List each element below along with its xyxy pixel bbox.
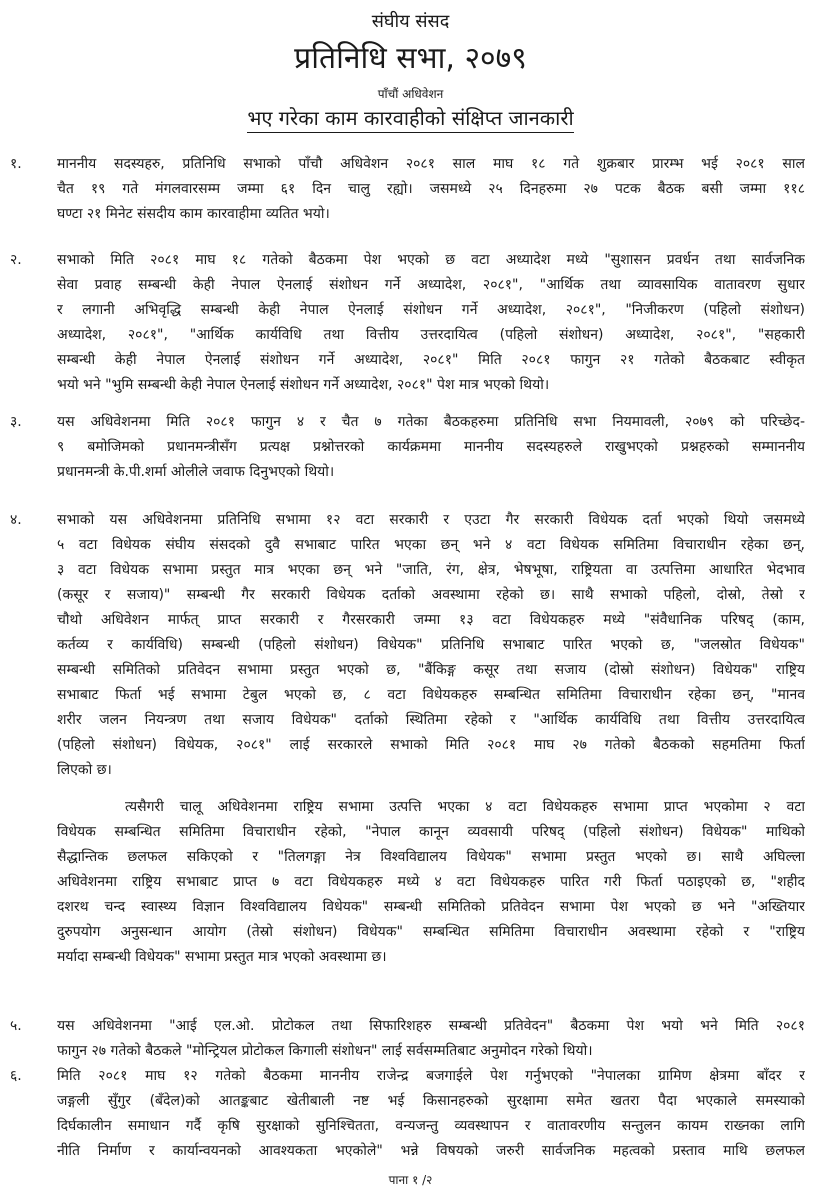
- text-line: लिएको छ।: [57, 762, 112, 778]
- item-text: [57, 508, 805, 783]
- document-subtitle: भए गरेका काम कारवाहीको संक्षिप्त जानकारी: [247, 104, 573, 133]
- text-line: घण्टा २१ मिनेट संसदीय काम कारवाहीमा व्यतित भयो।: [57, 206, 330, 222]
- text-line: कर्तव्य र कार्यविधि) सम्बन्धी (पहिलो संशोधन) विधेयक" प्रतिनिधि सभाबाट पारित भएको छ, "जलस्रोत विधेयक": [57, 637, 805, 653]
- item-text: [57, 795, 805, 970]
- text-line: मिति २०८१ माघ १२ गतेको बैठकमा माननीय राजेन्द्र बजगाईले पेश गर्नुभएको "नेपालका ग्रामिण क्षेत्रमा बाँदर र: [57, 1068, 805, 1084]
- text-line: यस अधिवेशनमा "आई एल.ओ. प्रोटोकल तथा सिफारिशहरु सम्बन्धी प्रतिवेदन" बैठकमा पेश भयो भने मिति २०८१: [57, 1018, 805, 1034]
- text-line: सम्बन्धी समितिको प्रतिवेदन सभामा प्रस्तुत भएको छ, "बैंकिङ्ग कसूर तथा सजाय (दोस्रो संशोधन) विधेयक" राष्ट्रिय: [57, 662, 805, 678]
- text-line: फागुन २७ गतेको बैठकले "मोन्ट्रियल प्रोटोकल किगाली संशोधन" लाई सर्वसम्मतिबाट अनुमोदन गरेको थियो।: [57, 1043, 593, 1059]
- item-text: [57, 410, 805, 485]
- text-line: अध्यादेश, २०८१", "आर्थिक कार्यविधि तथा वित्तीय उत्तरदायित्व (पहिलो संशोधन) अध्यादेश, २०८१", "सहकारी: [57, 327, 805, 343]
- text-line: दशरथ चन्द स्वास्थ्य विज्ञान विश्वविद्यालय विधेयक" सम्बन्धी समितिको प्रतिवेदन सभामा पेश भएको छ भने "अख्तियार: [57, 899, 805, 915]
- item-number: ५.: [10, 1018, 22, 1034]
- text-line: ३ वटा विधेयक सभामा प्रस्तुत मात्र भएका छन् भने "जाति, रंग, क्षेत्र, भेषभूषा, राष्ट्रियता वा उत्पत्तिमा आधारित भेदभाव: [57, 562, 805, 578]
- item-number: ४.: [10, 512, 22, 528]
- text-line: सैद्धान्तिक छलफल सकिएको र "तिलगङ्गा नेत्र विश्वविद्यालय विधेयक" सभामा प्रस्तुत भएको छ। साथै अघिल्ला: [57, 849, 805, 865]
- item-number: ३.: [10, 414, 22, 430]
- text-line: ९ बमोजिमको प्रधानमन्त्रीसँग प्रत्यक्ष प्रश्नोत्तरको कार्यक्रममा माननीय सदस्यहरुले राखुभएको प्रश्नहरुको सम्माननीय: [57, 439, 805, 455]
- text-line: सभाबाट फिर्ता भई सभामा टेबुल भएको छ, ८ वटा विधेयकहरु सम्बन्धित समितिमा विचाराधीन रहेका छन्, "मानव: [57, 687, 805, 703]
- text-line: विधेयक सम्बन्धित समितिमा विचाराधीन रहेको, "नेपाल कानून व्यवसायी परिषद् (पहिलो संशोधन) विधेयक" माथिको: [57, 824, 805, 840]
- item-text: [57, 1014, 805, 1064]
- text-line: त्यसैगरी चालू अधिवेशनमा राष्ट्रिय सभामा उत्पत्ति भएका ४ वटा विधेयकहरु सभामा प्राप्त भएकोमा २ वटा: [125, 799, 805, 815]
- text-line: सम्बन्धी केही नेपाल ऐनलाई संशोधन गर्ने अध्यादेश, २०८१" मिति २०८१ फागुन २१ गतेको बैठकबाट स्वीकृत: [57, 352, 805, 368]
- text-line: जङ्गली सुँगुर (बँदेल)को आतङ्कबाट खेतीबाली नष्ट भई किसानहरुको सुरक्षामा समेत खतरा पैदा भएकाले समस्याको: [57, 1093, 805, 1109]
- text-line: र लगानी अभिवृद्धि सम्बन्धी केही नेपाल ऐनलाई संशोधन गर्ने अध्यादेश, २०८१", "निजीकरण (पहिलो संशोधन): [57, 302, 805, 318]
- text-line: चौथो अधिवेशन मार्फत् प्राप्त सरकारी र गैरसरकारी जम्मा १३ वटा विधेयकहरु मध्ये "संवैधानिक परिषद् (काम,: [57, 612, 805, 628]
- text-line: चैत १९ गते मंगलवारसम्म जम्मा ६१ दिन चालु रह्यो। जसमध्ये २५ दिनहरुमा २७ पटक बैठक बसी जम्मा ११८: [57, 181, 805, 197]
- item-number: २.: [10, 252, 22, 268]
- document-subtitle-wrap: [0, 104, 821, 133]
- text-line: नीति निर्माण र कार्यान्वयनको आवश्यकता भएकोले" भन्ने विषयको जरुरी सार्वजनिक महत्वको प्रस्ताव माथि छलफल: [57, 1143, 805, 1159]
- text-line: भयो भने "भुमि सम्बन्धी केही नेपाल ऐनलाई संशोधन गर्ने अध्यादेश, २०८१" पेश मात्र भएको थियो।: [57, 377, 550, 393]
- text-line: सेवा प्रवाह सम्बन्धी केही नेपाल ऐनलाई संशोधन गर्ने अध्यादेश, २०८१", "आर्थिक तथा व्यावसायिक वातावरण सुधार: [57, 277, 805, 293]
- text-line: अधिवेशनमा राष्ट्रिय सभाबाट प्राप्त ७ वटा विधेयकहरु मध्ये ४ वटा विधेयकहरु पारित गरी फिर्ता पठाइएको छ, "शहीद: [57, 874, 805, 890]
- item-number: ६.: [10, 1068, 22, 1084]
- session-label: पाँचौं अधिवेशन: [377, 87, 444, 101]
- item-text: [57, 152, 805, 227]
- text-line: ५ वटा विधेयक संघीय संसदको दुवै सभाबाट पारित भएका छन् भने ४ वटा विधेयक समितिमा विचाराधीन रहेका छन्,: [57, 537, 805, 553]
- text-line: दिर्घकालीन समाधान गर्दै कृषि सुरक्षाको सुनिश्चितता, वन्यजन्तु व्यवस्थापन र वातावरणीय सन्तुलन कायम राख्नका लागि: [57, 1118, 805, 1134]
- text-line: शरीर जलन नियन्त्रण तथा सजाय विधेयक" दर्ताको स्थितिमा रहेको र "आर्थिक कार्यविधि तथा वित्तीय उत्तरदायित्व: [57, 712, 805, 728]
- text-line: सभाको यस अधिवेशनमा प्रतिनिधि सभामा १२ वटा सरकारी र एउटा गैर सरकारी विधेयक दर्ता भएको थियो जसमध्ये: [57, 512, 805, 528]
- parliament-name: संघीय संसद: [371, 11, 450, 32]
- document-title: प्रतिनिधि सभा, २०७९: [294, 41, 527, 76]
- text-line: मर्यादा सम्बन्धी विधेयक" सभामा प्रस्तुत मात्र भएको अवस्थामा छ।: [57, 949, 387, 965]
- text-line: यस अधिवेशनमा मिति २०८१ फागुन ४ र चैत ७ गतेका बैठकहरुमा प्रतिनिधि सभा नियमावली, २०७९ को परिच्छेद-: [57, 414, 805, 430]
- item-text: [57, 1064, 805, 1164]
- text-line: दुरुपयोग अनुसन्धान आयोग (तेस्रो संशोधन) विधेयक" सम्बन्धित समितिमा विचाराधीन अवस्थामा रहेको र "राष्ट्रिय: [57, 924, 805, 940]
- page-number: पाना १ /२: [388, 1173, 433, 1187]
- text-line: (पहिलो संशोधन) विधेयक, २०८१" लाई सरकारले सभाको मिति २०८१ माघ २७ गतेको बैठकको सहमतिमा फिर्ता: [57, 737, 805, 753]
- text-line: (कसूर र सजाय)" सम्बन्धी गैर सरकारी विधेयक दर्ताको अवस्थामा रहेको छ। साथै सभाको पहिलो, दोस्रो, तेस्रो र: [57, 587, 805, 603]
- text-line: सभाको मिति २०८१ माघ १८ गतेको बैठकमा पेश भएको छ वटा अध्यादेश मध्ये "सुशासन प्रवर्धन तथा सार्वजनिक: [57, 252, 805, 268]
- item-text: [57, 248, 805, 398]
- text-line: प्रधानमन्त्री के.पी.शर्मा ओलीले जवाफ दिनुभएको थियो।: [57, 464, 335, 480]
- text-line: माननीय सदस्यहरु, प्रतिनिधि सभाको पाँचौ अधिवेशन २०८१ साल माघ १८ गते शुक्रबार प्रारम्भ भई २०८१ साल: [57, 156, 805, 172]
- item-number: १.: [10, 156, 22, 172]
